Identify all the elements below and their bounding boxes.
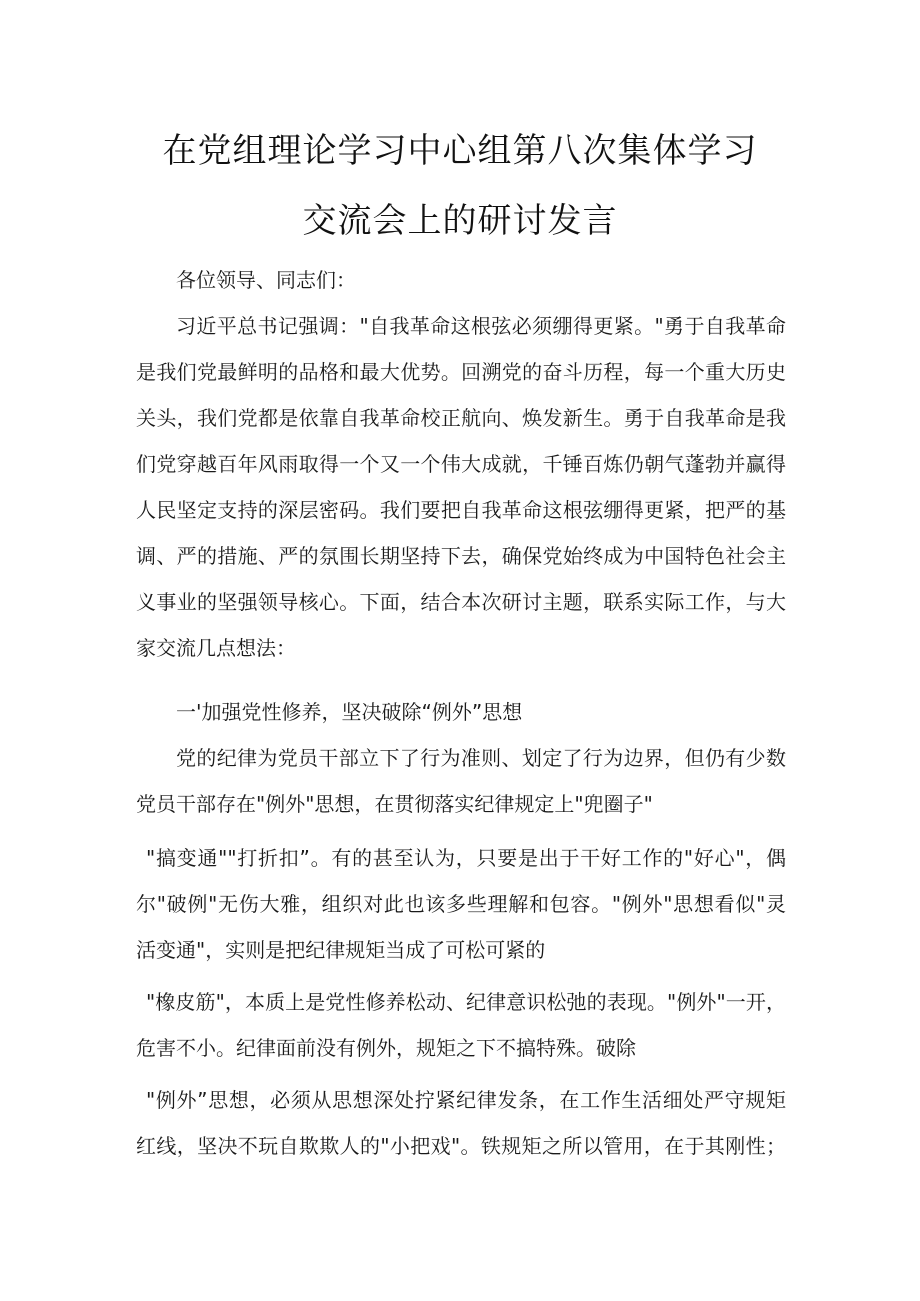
document-title-line-2: 交流会上的研讨发言 xyxy=(302,201,618,241)
paragraph-line: "搞变通""打折扣”。有的甚至认为，只要是出于干好工作的"好心"，偶 xyxy=(146,846,786,870)
salutation: 各位领导、同志们： xyxy=(176,268,356,292)
paragraph-line: "橡皮筋"，本质上是党性修养松动、纪律意识松弛的表现。"例外"一开， xyxy=(146,990,786,1014)
paragraph-line: 们党穿越百年风雨取得一个又一个伟大成就，千锤百炼仍朝气蓬勃并赢得 xyxy=(136,452,786,476)
paragraph-line: 危害不小。纪律面前没有例外，规矩之下不搞特殊。破除 xyxy=(136,1036,636,1060)
paragraph-line: 关头，我们党都是依靠自我革命校正航向、焕发新生。勇于自我革命是我 xyxy=(136,406,786,430)
paragraph-line: 党员干部存在"例外"思想，在贯彻落实纪律规定上"兜圈子" xyxy=(136,792,653,816)
paragraph-line: 人民坚定支持的深层密码。我们要把自我革命这根弦绷得更紧，把严的基 xyxy=(136,498,786,522)
paragraph-line: 义事业的坚强领导核心。下面，结合本次研讨主题，联系实际工作，与大 xyxy=(136,590,786,614)
document-title-line-1: 在党组理论学习中心组第八次集体学习 xyxy=(162,131,758,171)
paragraph-line: 尔"破例"无伤大雅，组织对此也该多些理解和包容。"例外"思想看似"灵 xyxy=(136,892,786,916)
paragraph-line: 活变通"，实则是把纪律规矩当成了可松可紧的 xyxy=(136,938,546,962)
paragraph-line: 调、严的措施、严的氛围长期坚持下去，确保党始终成为中国特色社会主 xyxy=(136,544,786,568)
paragraph-line: 党的纪律为党员干部立下了行为准则、划定了行为边界，但仍有少数 xyxy=(176,746,786,770)
paragraph-line: 是我们党最鲜明的品格和最大优势。回溯党的奋斗历程，每一个重大历史 xyxy=(136,360,786,384)
paragraph-line: 习近平总书记强调："自我革命这根弦必须绷得更紧。"勇于自我革命 xyxy=(176,314,786,338)
paragraph-line: 红线，坚决不玩自欺欺人的"小把戏"。铁规矩之所以管用，在于其刚性； xyxy=(136,1134,786,1158)
paragraph-line: "例外”思想，必须从思想深处拧紧纪律发条，在工作生活细处严守规矩 xyxy=(146,1088,786,1112)
section-heading: 一'加强党性修养，坚决破除“例外”思想 xyxy=(176,700,523,724)
paragraph-line: 家交流几点想法： xyxy=(136,636,296,660)
